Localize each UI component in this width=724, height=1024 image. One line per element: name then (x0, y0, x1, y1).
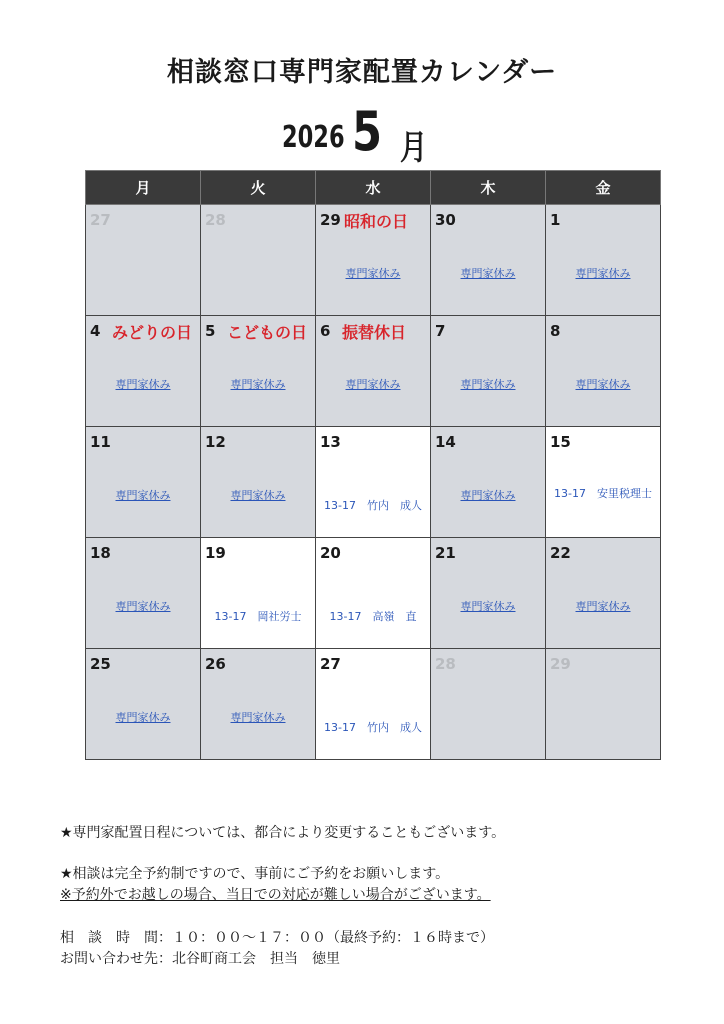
notice-walk-in: ※予約外でお越しの場合、当日での対応が難しい場合がございます。 (60, 887, 491, 903)
day-number: 20 (320, 544, 341, 562)
expert-schedule-note: 13-17 竹内 成人 (324, 499, 422, 512)
expert-off-note: 専門家休み (230, 711, 286, 724)
calendar-day-cell (86, 205, 201, 316)
calendar-week-row (86, 649, 661, 760)
day-number: 28 (435, 655, 456, 673)
expert-off-note: 専門家休み (115, 711, 171, 724)
day-number: 28 (205, 211, 226, 229)
expert-off-note: 専門家休み (115, 489, 171, 502)
calendar-day-cell (316, 538, 431, 649)
day-number: 8 (550, 322, 561, 340)
day-number: 27 (90, 211, 111, 229)
calendar-week-row (86, 316, 661, 427)
calendar-day-cell (431, 316, 546, 427)
calendar-table (85, 170, 661, 760)
calendar-day-cell (431, 538, 546, 649)
calendar-week-row (86, 538, 661, 649)
calendar-day-cell (546, 649, 661, 760)
expert-off-note: 専門家休み (575, 600, 631, 613)
calendar-day-cell (86, 538, 201, 649)
day-number: 6 (320, 322, 331, 340)
calendar-day-cell (316, 205, 431, 316)
day-number: 14 (435, 433, 456, 451)
day-number: 26 (205, 655, 226, 673)
expert-off-note: 専門家休み (575, 378, 631, 391)
calendar-day-cell (316, 427, 431, 538)
page-title: 相談窓口専門家配置カレンダー (166, 57, 558, 88)
expert-off-note: 専門家休み (460, 489, 516, 502)
calendar-day-cell (316, 316, 431, 427)
day-number: 13 (320, 433, 341, 451)
calendar-day-cell (431, 427, 546, 538)
holiday-label: 昭和の日 (344, 212, 409, 231)
day-number: 27 (320, 655, 341, 673)
calendar-day-cell (316, 649, 431, 760)
day-number: 29 (550, 655, 571, 673)
weekday-header: 月 (86, 171, 201, 205)
holiday-label: 振替休日 (342, 323, 407, 342)
expert-off-note: 専門家休み (460, 600, 516, 613)
calendar-week-row (86, 427, 661, 538)
day-number: 1 (550, 211, 561, 229)
expert-schedule-note: 13-17 安里税理士 (554, 487, 652, 500)
calendar-day-cell (201, 316, 316, 427)
day-number: 5 (205, 322, 216, 340)
holiday-label: こどもの日 (227, 323, 308, 342)
calendar-day-cell (546, 205, 661, 316)
expert-off-note: 専門家休み (345, 378, 401, 391)
expert-off-note: 専門家休み (575, 267, 631, 280)
expert-schedule-note: 13-17 岡社労士 (214, 610, 302, 623)
weekday-header: 金 (546, 171, 661, 205)
calendar-day-cell (86, 316, 201, 427)
expert-off-note: 専門家休み (460, 267, 516, 280)
notice-reservation: ★相談は完全予約制ですので、事前にご予約をお願いします。 (60, 866, 450, 882)
month-heading (0, 100, 724, 170)
expert-off-note: 専門家休み (460, 378, 516, 391)
day-number: 25 (90, 655, 111, 673)
calendar-day-cell (546, 427, 661, 538)
expert-schedule-note: 13-17 竹内 成人 (324, 721, 422, 734)
calendar-day-cell (431, 649, 546, 760)
expert-off-note: 専門家休み (230, 378, 286, 391)
notice-schedule-change: ★専門家配置日程については、都合により変更することもございます。 (60, 825, 506, 841)
expert-off-note: 専門家休み (115, 600, 171, 613)
calendar-day-cell (86, 427, 201, 538)
day-number: 21 (435, 544, 456, 562)
weekday-header: 木 (431, 171, 546, 205)
day-number: 29 (320, 211, 341, 229)
calendar-day-cell (431, 205, 546, 316)
year-label: 2026 (282, 120, 345, 155)
expert-schedule-note: 13-17 高嶺 直 (329, 610, 417, 623)
consultation-hours: 相 談 時 間：１０：００～１７：００（最終予約：１６時まで） (60, 930, 494, 946)
weekday-header: 火 (201, 171, 316, 205)
contact-info: お問い合わせ先：北谷町商工会 担当 徳里 (60, 951, 340, 967)
calendar-day-cell (201, 538, 316, 649)
calendar-day-cell (546, 538, 661, 649)
calendar-day-cell (201, 427, 316, 538)
calendar-day-cell (546, 316, 661, 427)
day-number: 30 (435, 211, 456, 229)
day-number: 4 (90, 322, 101, 340)
expert-off-note: 専門家休み (345, 267, 401, 280)
day-number: 7 (435, 322, 446, 340)
calendar-week-row (86, 205, 661, 316)
day-number: 12 (205, 433, 226, 451)
calendar-day-cell (201, 649, 316, 760)
weekday-header-row (86, 171, 661, 205)
calendar-day-cell (86, 649, 201, 760)
expert-off-note: 専門家休み (115, 378, 171, 391)
month-number: 5 (352, 100, 383, 163)
calendar-day-cell (201, 205, 316, 316)
day-number: 11 (90, 433, 111, 451)
expert-off-note: 専門家休み (230, 489, 286, 502)
weekday-header: 水 (316, 171, 431, 205)
day-number: 19 (205, 544, 226, 562)
day-number: 18 (90, 544, 111, 562)
day-number: 15 (550, 433, 571, 451)
month-suffix: 月 (400, 128, 428, 168)
holiday-label: みどりの日 (112, 323, 193, 342)
day-number: 22 (550, 544, 571, 562)
